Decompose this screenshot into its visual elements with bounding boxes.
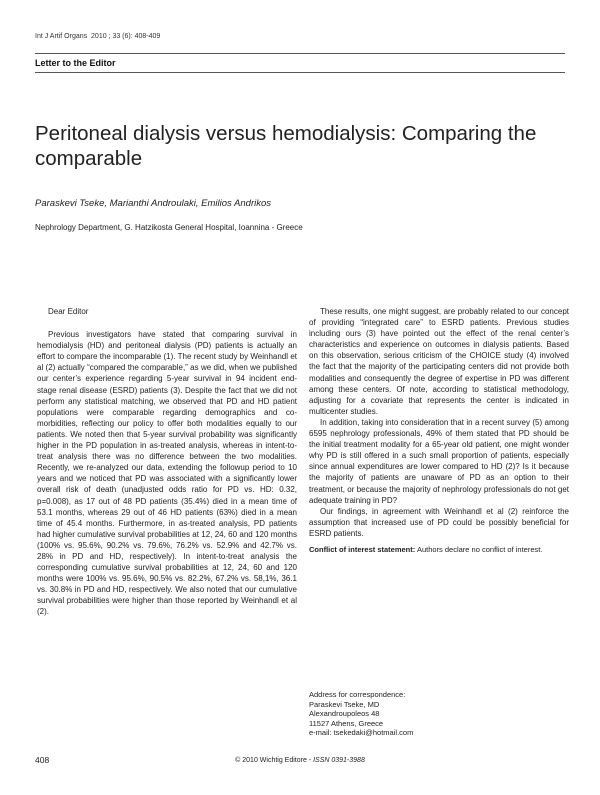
journal-citation (35, 33, 160, 40)
coi-label: Conflict of interest statement: (309, 544, 416, 554)
copyright-text: © 2010 Wichtig Editore - (235, 757, 314, 764)
correspondence-street: Alexandroupoleos 48 (309, 709, 380, 719)
correspondence-address (309, 690, 413, 738)
correspondence-email: e-mail: tsekedaki@hotmail.com (309, 728, 414, 738)
article-authors: Paraskevi Tseke, Marianthi Androulaki, Emilios Andrikos (35, 198, 272, 209)
header-rule-top (35, 53, 565, 54)
header-rule-bottom (35, 72, 565, 73)
paragraph-3: In addition, taking into consideration that in a recent survey (5) among 6595 nephrology professionals, 49% of them stated that PD should be the initial treatment modality for a 65-year old patient, one might wonder why PD is still offered in a such small proportion of patients, especially since annual expenditures are lower compared to HD (2)? Is it because the majority of patients are unaware of PD as an option to their treatment, or because the majority of nephrology professionals do not get adequate training in PD? (309, 417, 569, 505)
correspondence-heading: Address for correspondence: (309, 690, 406, 699)
issn-text: ISSN 0391-3988 (313, 757, 365, 764)
paragraph-2: These results, one might suggest, are probably related to our concept of providing “integrated care” to ESRD patients. Previous studies including ours (3) have pointed out the effect of the renal center’s characteristics and experience on outcomes in dialysis patients. Based on this observation, serious criticism of the CHOICE study (4) involved the fact that the majority of the participating centers did not provide both modalities and consequently the degree of expertise in PD was different among these centers. Of note, according to statistical methodology, adjusting for a covariate that represents the center is indicated in multicenter studies. (309, 307, 569, 416)
section-label: Letter to the Editor (35, 58, 116, 68)
left-column (37, 306, 297, 618)
footer-copyright (0, 757, 600, 764)
correspondence-city: 11527 Athens, Greece (309, 718, 384, 728)
coi-text: Authors declare no conflict of interest. (416, 544, 543, 554)
right-column (309, 306, 569, 555)
journal-volume-pages: 2010 ; 33 (6): 408-409 (91, 33, 161, 40)
article-affiliation: Nephrology Department, G. Hatzikosta General Hospital, Ioannina - Greece (35, 223, 303, 232)
paragraph-1: Previous investigators have stated that comparing survival in hemodialysis (HD) and peritoneal dialysis (PD) patients is actually an effort to compare the incomparable (1). The recent study by Weinhandl et al (2) actually “compared the comparable,” as we did, when we published our center’s experience regarding 5-year survival in 94 incident end-stage renal disease (ESRD) patients (3). Despite the fact that we did not perform any statistical matching, we observed that PD and HD patient populations were comparable regarding demographics and co-morbidities, reflecting our policy to offer both modalities equally to our patients. We noted then that 5-year survival probability was significantly higher in the PD population in as-treated analysis, whereas in intent-to-treat analysis there was no difference between the two modalities. Recently, we re-analyzed our data, extending the followup period to 10 years and we noticed that PD was associated with a significantly lower overall risk of death (unadjusted odds ratio for PD vs. HD: 0.32, p=0.008), as 17 out of 48 PD patients (35.4%) died in a mean time of 53.1 months, whereas 29 out of 46 HD patients (63%) died in a mean time of 45.4 months. Furthermore, in as-treated analysis, PD patients had higher cumulative survival probabilities at 12, 24, 60 and 120 months (100% vs. 95.6%, 90.2% vs. 79.6%, 76.2% vs. 52.9% and 42.7% vs. 28% in PD and HD, respectively). In intent-to-treat analysis the corresponding cumulative survival probabilities at 12, 24, 60 and 120 months were 100% vs. 95.6%, 90.5% vs. 82.2%, 67.2% vs. 58,1%, 36.1 vs. 30.8% in PD and HD, respectively. We also noted that our cumulative survival probabilities were higher than those reported by Weinhandl et al (2). (37, 330, 297, 617)
correspondence-name: Paraskevi Tseke, MD (309, 699, 380, 709)
greeting: Dear Editor (48, 307, 89, 316)
journal-name: Int J Artif Organs (35, 33, 88, 40)
page-number: 408 (35, 755, 50, 765)
conflict-of-interest (309, 545, 569, 555)
article-title: Peritoneal dialysis versus hemodialysis: Comparing the comparable (35, 122, 537, 170)
paragraph-4: Our findings, in agreement with Weinhandl et al (2) reinforce the assumption that increased use of PD could be possibly beneficial for ESRD patients. (309, 506, 569, 538)
